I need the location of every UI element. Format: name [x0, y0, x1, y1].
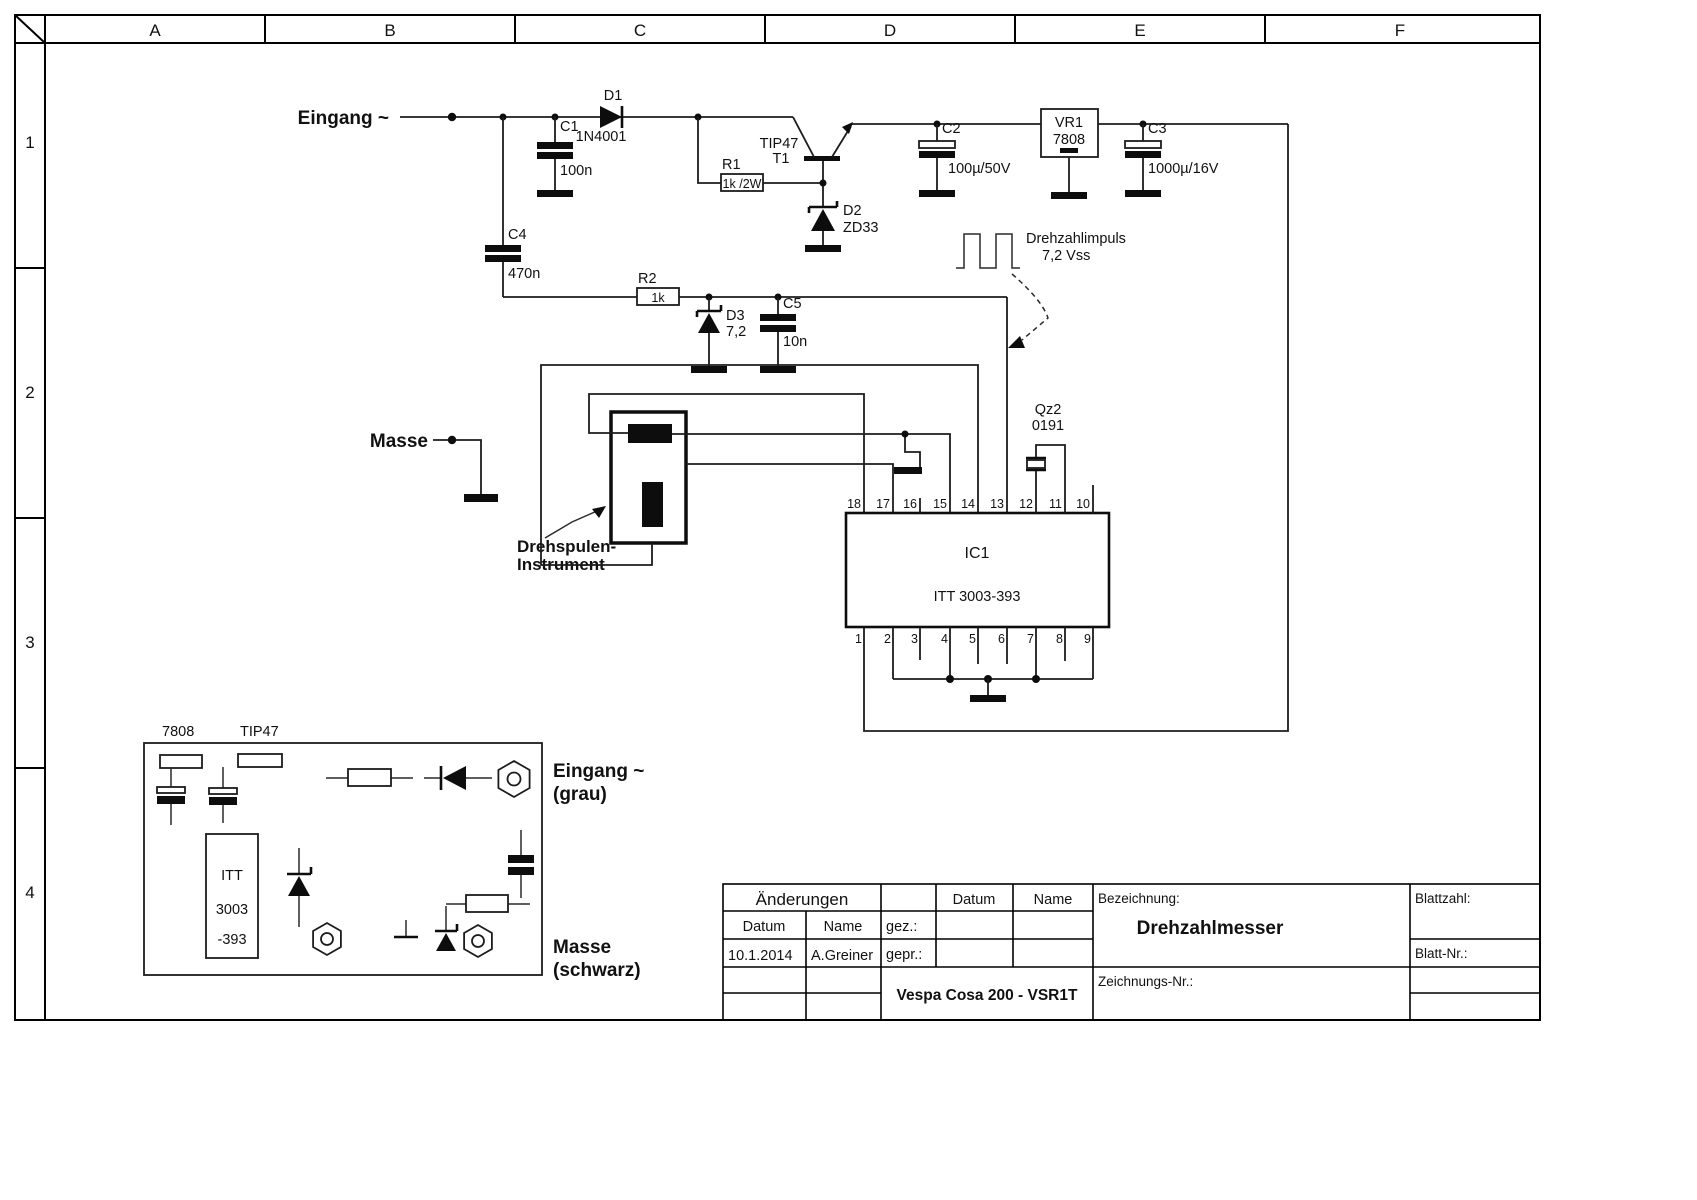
ground-terminal: [370, 431, 498, 502]
component-d3-zener: [691, 294, 746, 374]
pin-1: 1: [855, 632, 862, 646]
ic1-ref: IC1: [964, 545, 990, 562]
pin-15: 15: [933, 497, 947, 511]
pcb-transistor-label: TIP47: [240, 724, 279, 740]
supply-loop-wire: [864, 124, 1288, 731]
pcb-input-label-line2: (grau): [553, 784, 607, 805]
pin-9: 9: [1084, 632, 1091, 646]
component-c3-capacitor: [1125, 121, 1219, 197]
d2-value: ZD33: [843, 220, 879, 236]
sheet-count-label: Blattzahl:: [1415, 891, 1471, 906]
row-label-4: 4: [25, 883, 35, 902]
component-vr1-regulator: [1041, 109, 1098, 199]
c4-value: 470n: [508, 266, 541, 282]
pin-14: 14: [961, 497, 975, 511]
ic-ground-bus: [893, 627, 1093, 702]
component-r2-resistor: [503, 271, 1007, 305]
pcb-layout: [144, 724, 644, 981]
pcb-ground-label-line1: Masse: [553, 937, 612, 958]
column-label-e: E: [1134, 21, 1146, 40]
c5-ref: C5: [783, 296, 802, 312]
column-label-b: B: [384, 21, 396, 40]
d3-ref: D3: [726, 308, 745, 324]
pin-5: 5: [969, 632, 976, 646]
drawn-label: gez.:: [886, 919, 918, 935]
meter-instrument: [517, 412, 686, 574]
pin-16: 16: [903, 497, 917, 511]
pcb-chip-line3: -393: [217, 932, 247, 948]
d2-ref: D2: [843, 203, 862, 219]
changes-name-header: Name: [823, 919, 863, 935]
pulse-label-line1: Drehzahlimpuls: [1026, 231, 1126, 247]
column-label-c: C: [633, 21, 647, 40]
name-column-header: Name: [1033, 892, 1073, 908]
project-name: Vespa Cosa 200 - VSR1T: [896, 987, 1078, 1004]
d1-value: 1N4001: [575, 129, 627, 145]
date-column-header: Datum: [952, 892, 996, 908]
drawing-number-label: Zeichnungs-Nr.:: [1098, 974, 1194, 989]
component-d2-zener: [805, 201, 878, 252]
pin-6: 6: [998, 632, 1005, 646]
pcb-chip-line2: 3003: [215, 902, 249, 918]
pin-2: 2: [884, 632, 891, 646]
pin-8: 8: [1056, 632, 1063, 646]
pin-3: 3: [911, 632, 918, 646]
sheet-number-label: Blatt-Nr.:: [1415, 946, 1468, 961]
checked-label: gepr.:: [886, 947, 923, 963]
d1-ref: D1: [603, 88, 623, 104]
column-label-a: A: [149, 21, 161, 40]
change-date-value: 10.1.2014: [728, 948, 793, 964]
ground-label: Masse: [369, 431, 428, 452]
t1-ref: TIP47: [759, 136, 799, 152]
meter-label-line1: Drehspulen-: [517, 537, 617, 556]
component-c2-capacitor: [919, 121, 1011, 197]
qz2-ref: Qz2: [1034, 402, 1062, 418]
r1-ref: R1: [722, 157, 741, 173]
pin-7: 7: [1027, 632, 1034, 646]
pcb-reg-label: 7808: [162, 724, 195, 740]
pin-12: 12: [1019, 497, 1033, 511]
component-t1-transistor: [760, 117, 853, 207]
title-block: [723, 884, 1540, 1020]
vr1-ref: VR1: [1054, 115, 1084, 131]
row-label-2: 2: [25, 383, 35, 402]
ic1-value: ITT 3003-393: [933, 589, 1021, 605]
component-c5-capacitor: [760, 294, 807, 374]
pin-11: 11: [1049, 497, 1062, 511]
pcb-chip-line1: ITT: [221, 868, 243, 884]
c3-value: 1000µ/16V: [1148, 161, 1219, 177]
c1-value: 100n: [560, 163, 593, 179]
r2-ref: R2: [638, 271, 657, 287]
drawing-title: Drehzahlmesser: [1136, 918, 1284, 939]
changes-header: Änderungen: [755, 890, 849, 909]
row-label-1: 1: [25, 133, 35, 152]
d3-value: 7,2: [726, 324, 747, 340]
meter-label-line2: Instrument: [517, 555, 605, 574]
c2-value: 100µ/50V: [948, 161, 1011, 177]
pin-18: 18: [847, 497, 861, 511]
c1-ref: C1: [560, 119, 579, 135]
c3-ref: C3: [1148, 121, 1167, 137]
r1-value: 1k /2W: [722, 177, 762, 191]
pulse-annotation: [956, 231, 1126, 348]
c2-ref: C2: [942, 121, 961, 137]
input-label: Eingang ~: [297, 108, 389, 129]
changes-date-header: Datum: [742, 919, 786, 935]
qz2-value: 0191: [1031, 418, 1065, 434]
c4-ref: C4: [508, 227, 527, 243]
r2-value: 1k: [651, 291, 665, 305]
pin-10: 10: [1076, 497, 1090, 511]
pulse-arrowhead-icon: [1008, 336, 1025, 348]
t1-name: T1: [772, 151, 790, 167]
pulse-label-line2: 7,2 Vss: [1042, 248, 1091, 264]
pin-17: 17: [876, 497, 890, 511]
change-name-value: A.Greiner: [811, 948, 874, 964]
pcb-input-label-line1: Eingang ~: [553, 761, 645, 782]
component-c4-capacitor: [485, 117, 540, 297]
row-label-3: 3: [25, 633, 35, 652]
column-label-d: D: [883, 21, 897, 40]
pcb-ground-label-line2: (schwarz): [553, 960, 641, 981]
designation-label: Bezeichnung:: [1098, 891, 1180, 906]
pin-13: 13: [990, 497, 1004, 511]
c5-value: 10n: [783, 334, 808, 350]
vr1-value: 7808: [1052, 132, 1086, 148]
pin-4: 4: [941, 632, 948, 646]
component-r1-resistor: [698, 117, 823, 191]
column-label-f: F: [1394, 21, 1406, 40]
